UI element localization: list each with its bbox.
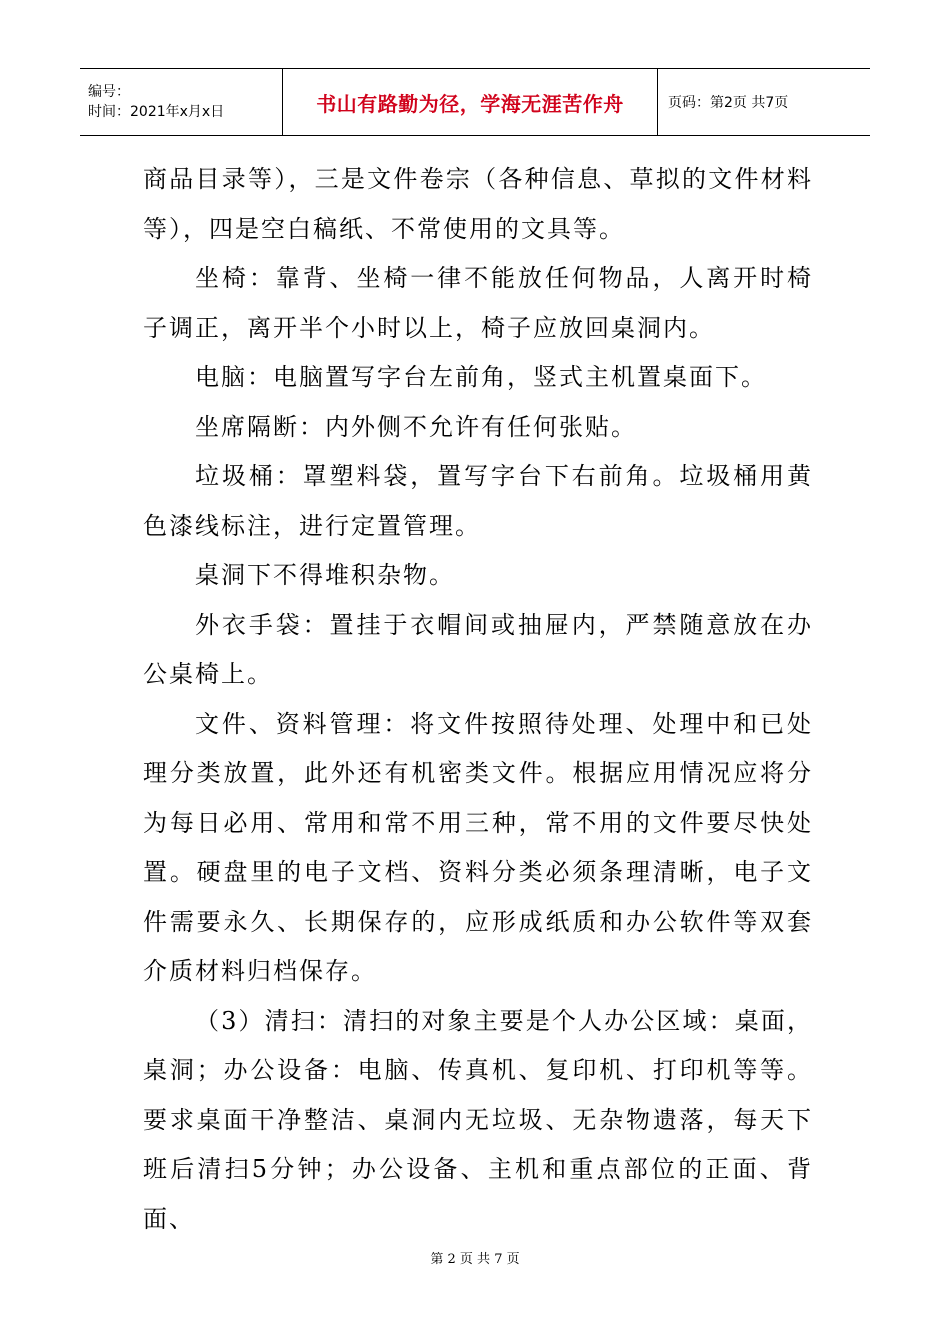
document-time: 时间：2021年x月x日 [88, 104, 225, 120]
paragraph: 外衣手袋：置挂于衣帽间或抽屉内，严禁随意放在办公桌椅上。 [143, 610, 813, 688]
paragraph: （3）清扫：清扫的对象主要是个人办公区域：桌面，桌洞；办公设备：电脑、传真机、复印机、打印机等等。要求桌面干净整洁、桌洞内无垃圾、无杂物遗落，每天下班后清扫5分钟；办公设备、主机和重点部位的正面、背面、 [143, 1006, 813, 1233]
paragraph: 电脑：电脑置写字台左前角，竖式主机置桌面下。 [195, 363, 767, 391]
paragraph: 桌洞下不得堆积杂物。 [195, 561, 455, 589]
document-body [143, 155, 813, 1244]
header-page-info [658, 69, 870, 135]
page-footer: 第 2 页 共 7 页 [430, 1252, 520, 1267]
paragraph: 坐席隔断：内外侧不允许有任何张贴。 [195, 412, 637, 441]
page-number-label: 页码：第2页 共7页 [668, 95, 789, 111]
header-slogan: 书山有路勤为径，学海无涯苦作舟 [316, 91, 624, 116]
page-header [80, 68, 870, 136]
document-number: 编号： [88, 84, 130, 100]
header-slogan-cell [283, 69, 658, 135]
header-meta [80, 69, 283, 135]
paragraph: 垃圾桶：罩塑料袋，置写字台下右前角。垃圾桶用黄色漆线标注，进行定置管理。 [143, 462, 813, 540]
paragraph: 文件、资料管理：将文件按照待处理、处理中和已处理分类放置，此外还有机密类文件。根据应用情况应将分为每日必用、常用和常不用三种，常不用的文件要尽快处置。硬盘里的电子文档、资料分类必须条理清晰，电子文件需要永久、长期保存的，应形成纸质和办公软件等双套介质材料归档保存。 [143, 709, 813, 985]
paragraph: 坐椅：靠背、坐椅一律不能放任何物品，人离开时椅子调正，离开半个小时以上，椅子应放回桌洞内。 [143, 264, 813, 342]
paragraph: 商品目录等），三是文件卷宗（各种信息、草拟的文件材料等），四是空白稿纸、不常使用的文具等。 [143, 165, 813, 243]
